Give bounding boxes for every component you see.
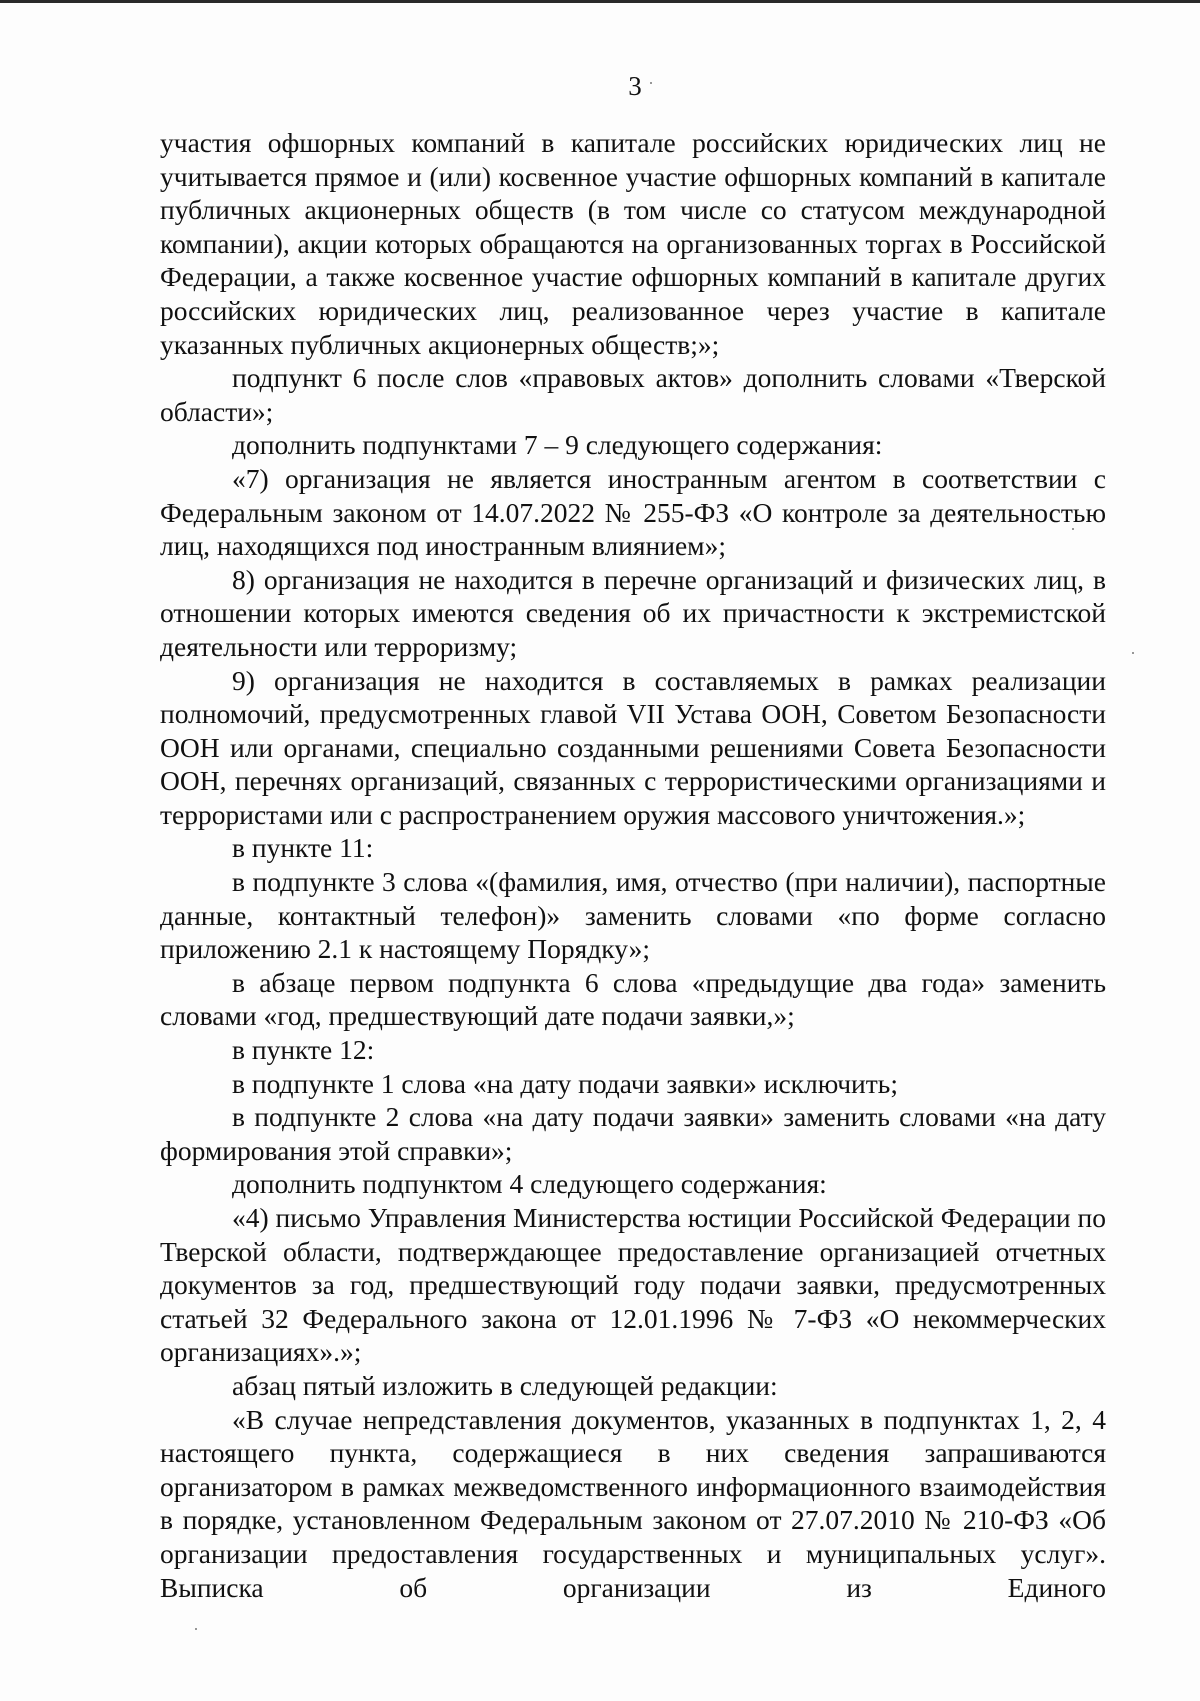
scan-speck [1072,528,1074,530]
paragraph: 8) организация не находится в перечне организаций и физических лиц, в отношении которых имеются сведения об их причастности к экстремистской деятельности или терроризму; [160,563,1106,662]
paragraph: в подпункте 2 слова «на дату подачи заявки» заменить словами «на дату формирования этой справки»; [160,1101,1106,1166]
paragraph: «7) организация не является иностранным агентом в соответствии с Федеральным законом от 14.07.2022 № 255-ФЗ «О контроле за деятельностью лиц, находящихся под иностранным влиянием»; [160,462,1106,562]
paragraph: участия офшорных компаний в капитале российских юридических лиц не учитывается прямое и (или) косвенное участие офшорных компаний в капитале публичных акционерных обществ (в том числе со статусом международной компании), акции которых обращаются на организованных торгах в Российской Федерации, а также косвенное участие офшорных компаний в капитале других российских юридических лиц, реализованное через участие в капитале указанных публичных акционерных обществ;»; [160,127,1106,360]
page-number: 3 [628,71,642,101]
paragraph: «В случае непредставления документов, указанных в подпунктах 1, 2, 4 настоящего пункта, содержащиеся в них сведения запрашиваются организатором в рамках межведомственного информационного взаимодействия в порядке, установленном Федеральным законом от 27.07.2010 № 210-ФЗ «Об организации предоставления государственных и муниципальных услуг». Выписка об организации из Единого [160,1403,1106,1603]
paragraph: в пункте 11: [232,832,374,864]
scan-speck [650,82,652,84]
paragraph: дополнить подпунктом 4 следующего содержания: [232,1168,827,1200]
paragraph: в абзаце первом подпункта 6 слова «предыдущие два года» заменить словами «год, предшествующий дате подачи заявки,»; [160,966,1106,1032]
scan-top-edge [0,0,1200,3]
paragraph: в подпункте 1 слова «на дату подачи заявки» исключить; [232,1067,898,1099]
paragraph: подпункт 6 после слов «правовых актов» дополнить словами «Тверской области»; [160,362,1106,427]
paragraph: в подпункте 3 слова «(фамилия, имя, отчество (при наличии), паспортные данные, контактный телефон)» заменить словами «по форме согласно приложению 2.1 к настоящему Порядку»; [160,866,1106,965]
document-body [160,126,1106,1604]
paragraph: абзац пятый изложить в следующей редакции: [232,1369,778,1401]
paragraph: дополнить подпунктами 7 – 9 следующего содержания: [232,429,883,461]
paragraph: в пункте 12: [232,1034,375,1066]
scan-speck [195,1628,197,1630]
paragraph: «4) письмо Управления Министерства юстиции Российской Федерации по Тверской области, подтверждающее предоставление организацией отчетных документов за год, предшествующий году подачи заявки, предусмотренных статьей 32 Федерального закона от 12.01.1996 № 7-ФЗ «О некоммерческих организациях».»; [160,1202,1106,1368]
paragraph: 9) организация не находится в составляемых в рамках реализации полномочий, предусмотренных главой VII Устава ООН, Советом Безопасности ООН или органами, специально созданными решениями Совета Безопасности ООН, перечнях организаций, связанных с террористическими организациями и террористами или с распространением оружия массового уничтожения.»; [160,664,1106,830]
scan-speck [1132,652,1134,654]
